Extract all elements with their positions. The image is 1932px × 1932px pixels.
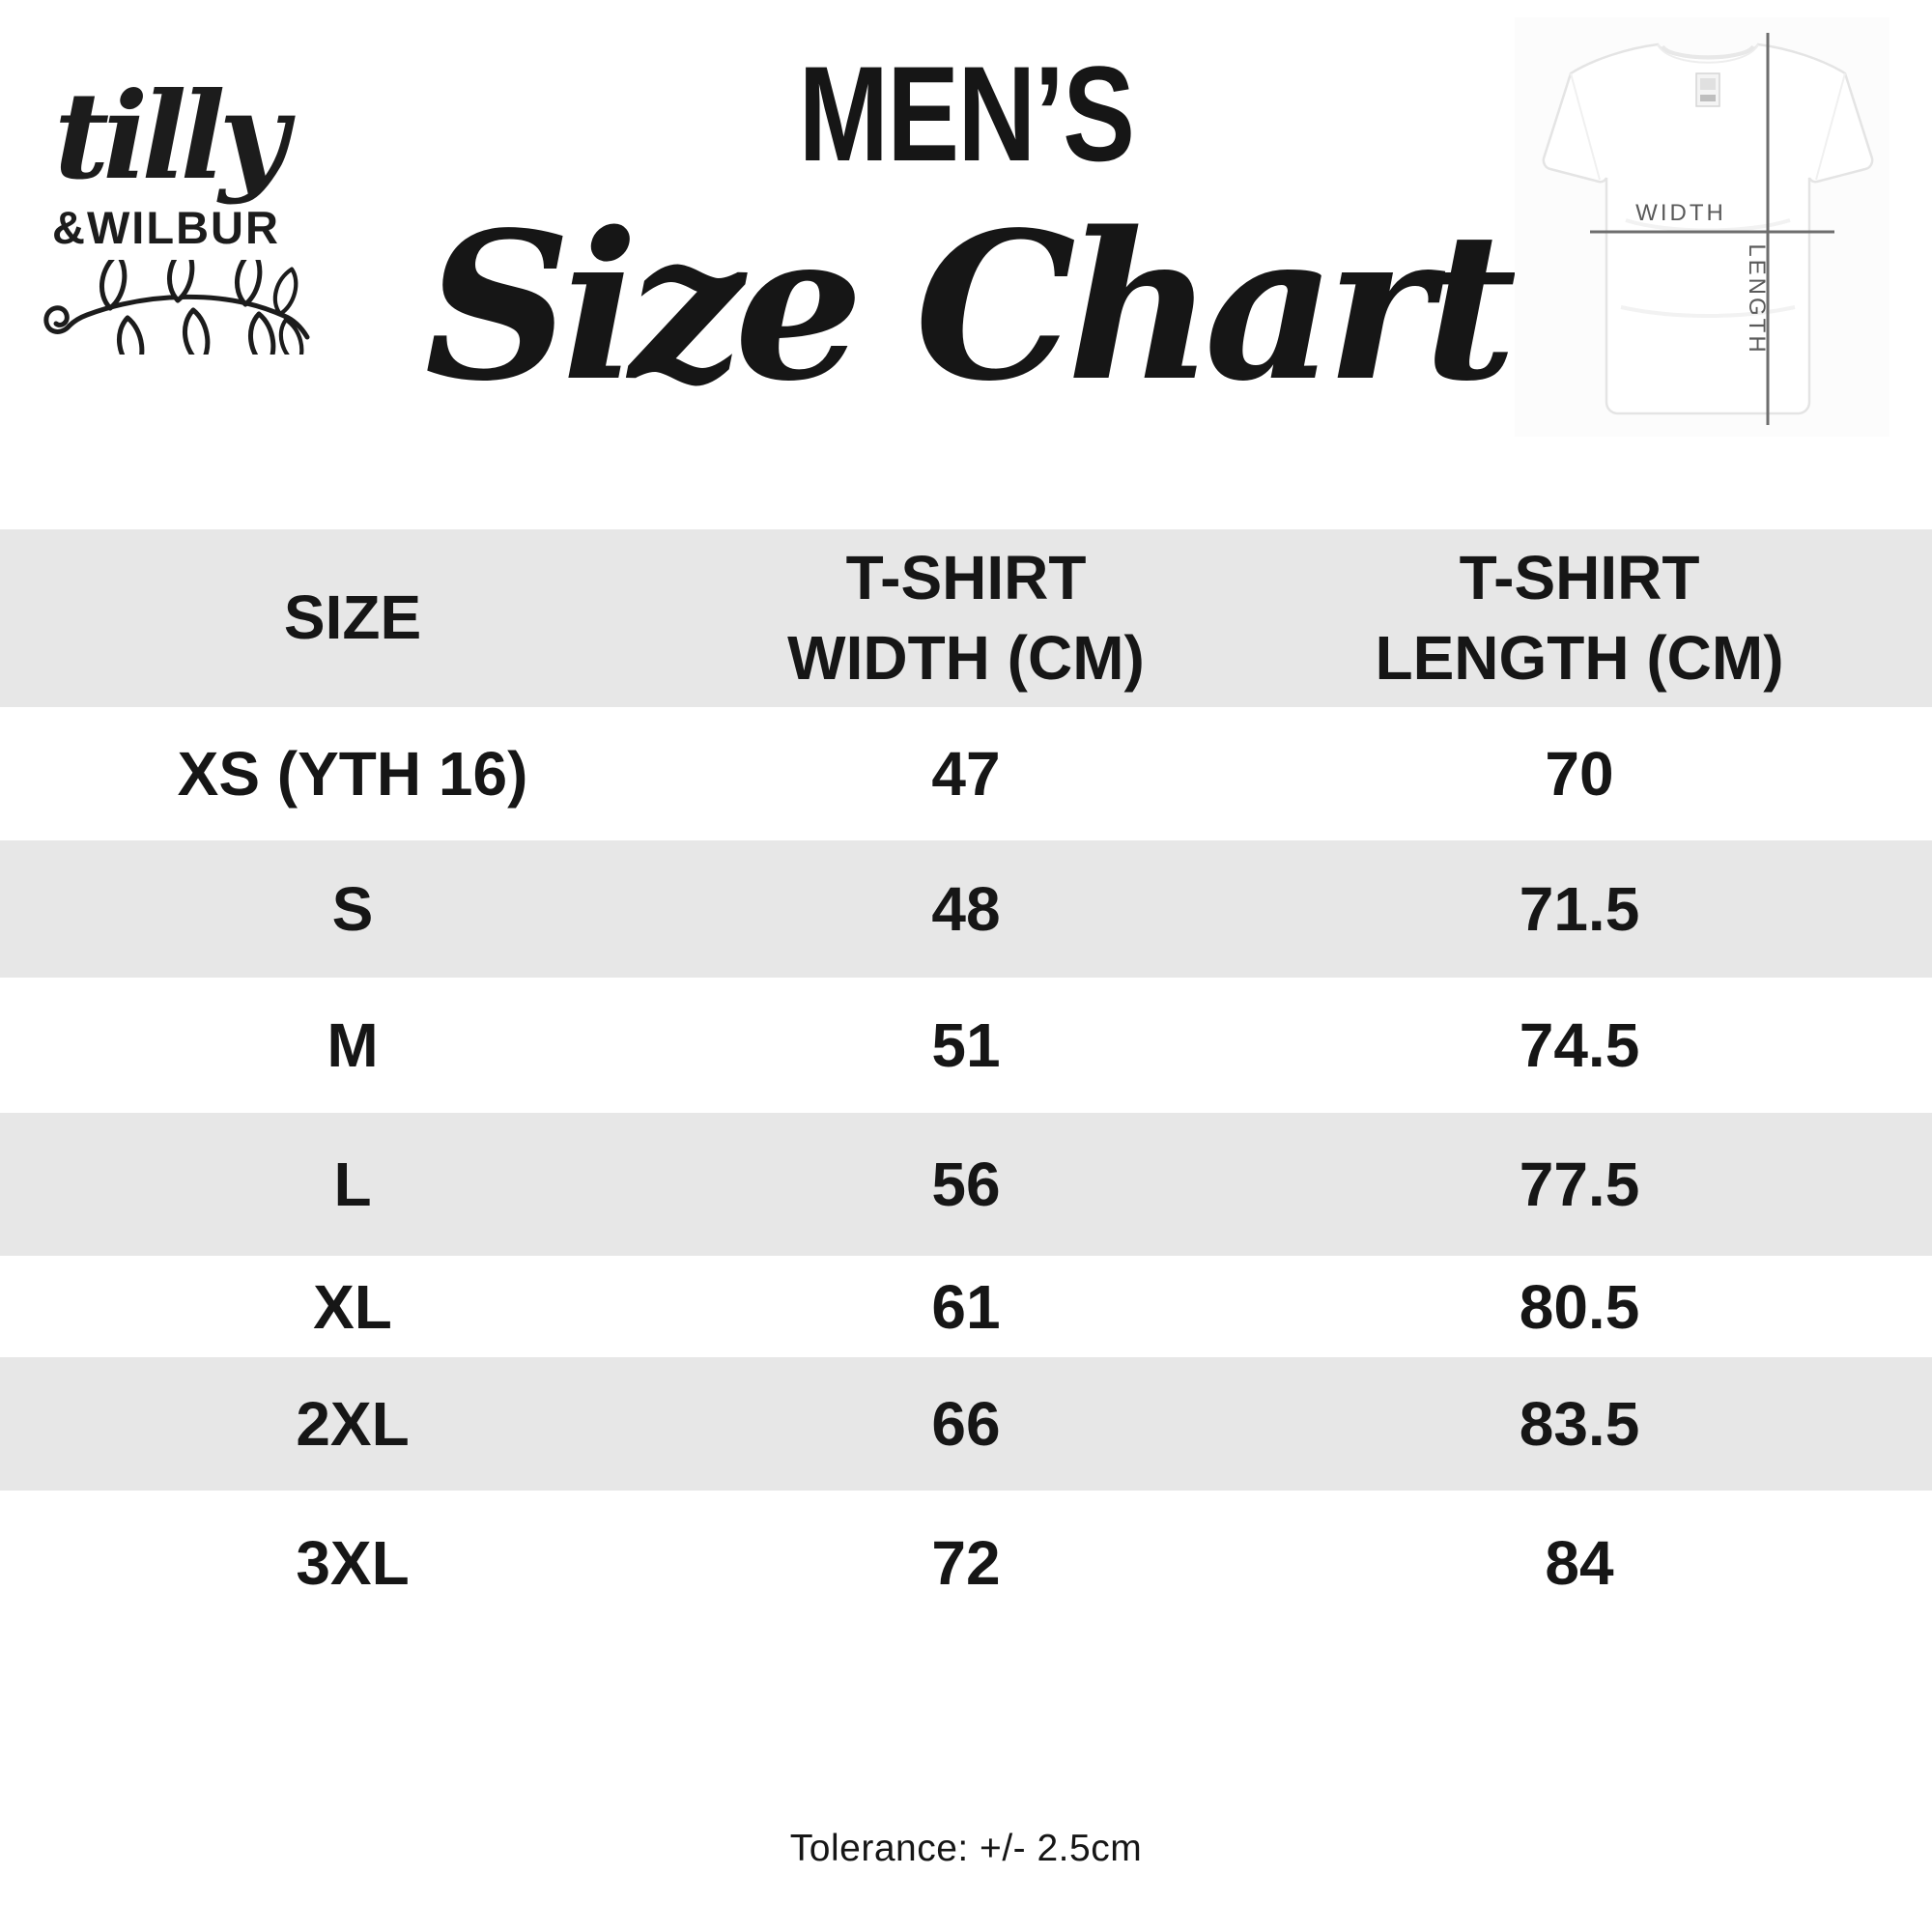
length-cell: 83.5: [1519, 1389, 1640, 1459]
category-title: MEN’S: [798, 38, 1134, 189]
width-cell: 72: [931, 1528, 1001, 1598]
table-header-row: [0, 529, 1932, 707]
length-label: LENGTH: [1744, 243, 1770, 355]
length-cell: 70: [1545, 739, 1614, 809]
table-body: [0, 707, 1932, 1635]
width-cell: 47: [931, 739, 1001, 809]
column-header-size-line1: SIZE: [283, 582, 422, 653]
length-cell: 71.5: [1519, 874, 1640, 944]
table-row: [0, 840, 1932, 978]
width-cell: 61: [931, 1271, 1001, 1342]
column-header-width-line2: WIDTH (CM): [787, 623, 1145, 693]
length-cell: 84: [1545, 1528, 1614, 1598]
length-cell: 77.5: [1519, 1150, 1640, 1219]
brand-name-caps: &WILBUR: [52, 202, 280, 253]
size-cell: XS (YTH 16): [177, 739, 528, 809]
column-header-length-line1: T-SHIRT: [1459, 542, 1700, 612]
tolerance-note: Tolerance: +/- 2.5cm: [789, 1828, 1143, 1869]
table-row: [0, 1256, 1932, 1357]
width-cell: 66: [931, 1389, 1001, 1459]
width-cell: 48: [931, 874, 1001, 944]
column-header-length: [1227, 529, 1932, 707]
size-table: [0, 529, 1932, 1635]
size-cell: 3XL: [296, 1528, 410, 1598]
table-row: [0, 1491, 1932, 1635]
width-label: WIDTH: [1635, 200, 1726, 226]
length-cell: 80.5: [1519, 1271, 1640, 1342]
length-cell: 74.5: [1519, 1010, 1640, 1080]
column-header-length-line2: LENGTH (CM): [1375, 623, 1784, 693]
table-row: [0, 1357, 1932, 1491]
brand-name-script: tilly: [54, 67, 282, 207]
column-header-size: [0, 529, 705, 707]
table-row: [0, 707, 1932, 840]
tshirt-figure: [1515, 17, 1889, 437]
width-cell: 56: [931, 1150, 1001, 1219]
size-cell: S: [331, 874, 374, 944]
size-cell: M: [327, 1010, 379, 1080]
size-cell: L: [333, 1150, 372, 1219]
tshirt-photo: [1515, 17, 1889, 437]
width-cell: 51: [931, 1010, 1001, 1080]
column-header-width-line1: T-SHIRT: [845, 542, 1087, 612]
column-header-width: [705, 529, 1227, 707]
table-row: [0, 978, 1932, 1113]
size-cell: XL: [313, 1271, 392, 1342]
table-row: [0, 1113, 1932, 1256]
size-cell: 2XL: [296, 1389, 410, 1459]
page-title: Size Chart: [424, 187, 1508, 426]
